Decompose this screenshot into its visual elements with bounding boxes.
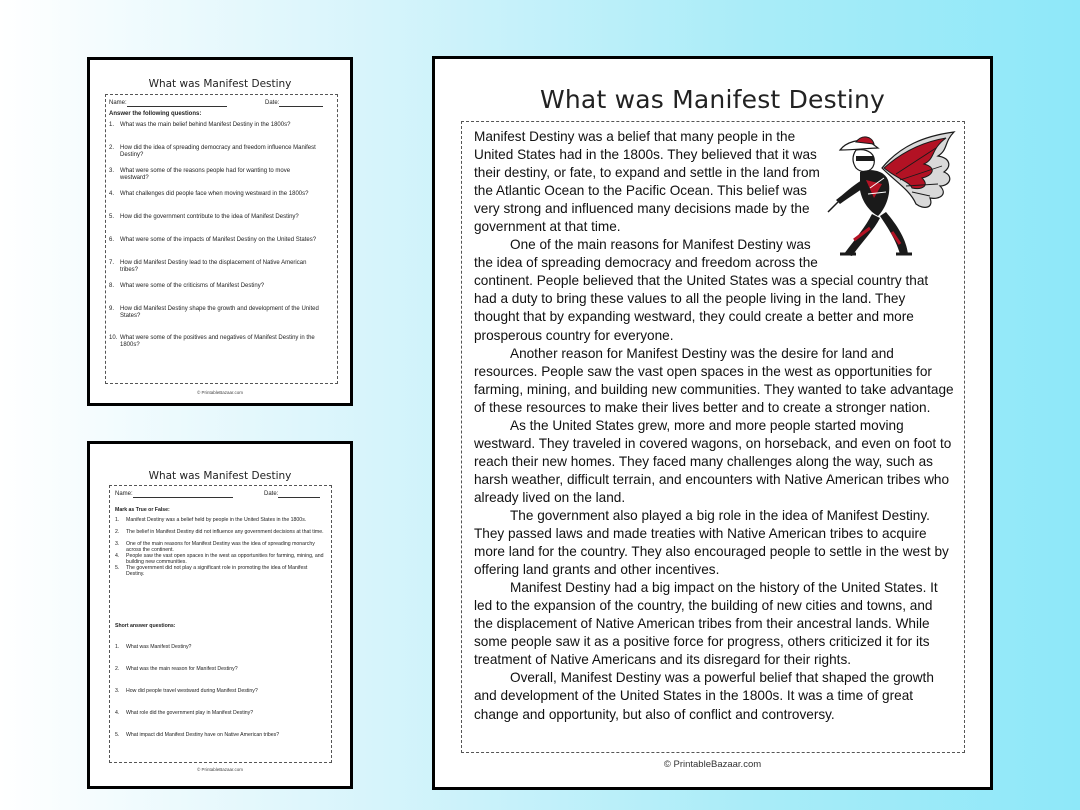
item-number: 6. [109,237,115,243]
item-number: 4. [115,553,120,559]
paragraph-1: Manifest Destiny was a belief that many people in the United States had in the 1800s. They believed that it was their destiny, or fate, to expand and settle in the land from the Atlantic Ocean to the Pacific Ocean. This belief was very strong and influenced many decisions made by the government at that time. [474,129,820,235]
item-number: 3. [115,541,120,547]
item-text: What was the main belief behind Manifest Destiny in the 1800s? [120,122,291,128]
sheet1-name-field: Name: [109,100,227,107]
item-number: 1. [115,644,120,650]
masked-pioneer-illustration [826,128,958,258]
sheet2-footer: © PrintableBazaar.com [196,767,244,772]
item-text: What were some of the impacts of Manifest Destiny on the United States? [120,237,317,243]
sheet2-sa-heading: Short answer questions: [115,623,176,629]
item-number: 1. [109,122,115,128]
item-number: 1. [115,517,120,523]
item-text: How did the idea of spreading democracy and freedom influence Manifest Destiny? [120,145,316,158]
item-text: What challenges did people face when moving westward in the 1800s? [120,191,309,197]
item-text: What was the main reason for Manifest Destiny? [126,666,238,672]
item-number: 2. [115,529,120,535]
item-number: 7. [109,260,115,266]
item-text: The belief in Manifest Destiny did not influence any government decisions at that time. [126,529,324,535]
item-text: How did Manifest Destiny lead to the displacement of Native American tribes? [120,260,307,273]
item-number: 9. [109,306,115,312]
sheet2-tf-list [115,517,324,597]
item-number: 3. [109,168,115,174]
item-text: What role did the government play in Manifest Destiny? [126,710,254,716]
worksheet-true-false-thumbnail [87,441,353,789]
item-text: One of the main reasons for Manifest Destiny was the idea of spreading monarchy across the continent. [126,541,315,554]
item-text: What was Manifest Destiny? [126,644,192,650]
item-number: 10. [109,335,118,341]
paragraph-5: The government also played a big role in the idea of Manifest Destiny. They passed laws and made treaties with Native American tribes to acquire more land for the country. They also encouraged people to settle in the west by offering land grants and other incentives. [474,507,949,578]
worksheet-questions-thumbnail [87,57,353,406]
item-text: What impact did Manifest Destiny have on Native American tribes? [126,732,280,738]
item-number: 5. [115,732,120,738]
sheet2-tf-heading: Mark as True or False: [115,507,170,513]
item-text: How did the government contribute to the idea of Manifest Destiny? [120,214,299,220]
sheet1-question-list [109,122,331,372]
sheet2-sa-list [115,644,325,754]
item-text: What were some of the positives and negatives of Manifest Destiny in the 1800s? [120,335,315,348]
item-number: 2. [115,666,120,672]
sheet1-date-field: Date: [265,100,323,107]
paragraph-7: Overall, Manifest Destiny was a powerful belief that shaped the growth and development of the United States in the 1800s. It was a time of great change and opportunity, but also of conflict and controversy. [474,670,934,722]
copyright-footer: © PrintableBazaar.com [663,759,762,770]
item-text: What were some of the criticisms of Manifest Destiny? [120,283,265,289]
paragraph-4: As the United States grew, more and more people started moving westward. They traveled in covered wagons, on horseback, and even on foot to reach their new homes. They faced many challenges along the way, such as harsh weather, difficult terrain, and encounters with Native American tribes who already lived on the land. [474,417,952,505]
item-text: How did people travel westward during Manifest Destiny? [126,688,258,694]
item-text: The government did not play a significant role in promoting the idea of Manifest Destiny. [126,565,308,578]
sheet2-name-field: Name: [115,491,233,498]
reading-passage-sheet [432,56,993,790]
sheet2-title: What was Manifest Destiny [148,470,292,482]
item-text: Manifest Destiny was a belief held by people in the United States in the 1800s. [126,517,307,523]
item-number: 3. [115,688,120,694]
sheet1-footer: © PrintableBazaar.com [196,390,244,395]
passage-frame [461,121,965,753]
sheet1-instructions: Answer the following questions: [109,111,202,117]
sheet1-title: What was Manifest Destiny [148,78,292,90]
item-text: What were some of the reasons people had for wanting to move westward? [120,168,291,181]
item-text: People saw the vast open spaces in the west as opportunities for farming, mining, and building new communities. [126,553,324,566]
paragraph-3: Another reason for Manifest Destiny was the desire for land and resources. People saw the vast open spaces in the west as opportunities for farming, mining, and building new communities. They wanted to take advantage of these resources to make their lives better and to create a stronger nation. [474,345,954,415]
item-number: 4. [109,191,115,197]
passage-title: What was Manifest Destiny [539,85,886,114]
sheet2-date-field: Date: [264,491,320,498]
item-number: 8. [109,283,115,289]
paragraph-2: One of the main reasons for Manifest Destiny was the idea of spreading democracy and freedom across the continent. People believed that the United States was a special country that had a duty to bring these values to all the people living in the land. They thought that by expanding westward, they could create a better and more prosperous country for everyone. [474,237,929,343]
item-text: How did Manifest Destiny shape the growth and development of the United States? [120,306,319,319]
paragraph-6: Manifest Destiny had a big impact on the history of the United States. It led to the expansion of the country, the building of new cities and towns, and the displacement of Native American tribes from their ancestral lands. While some people saw it as a positive force for progress, others criticized it for its treatment of Native Americans and its disregard for their rights. [474,580,938,668]
passage-text [474,128,954,724]
item-number: 5. [109,214,115,220]
item-number: 5. [115,565,120,571]
item-number: 4. [115,710,120,716]
item-number: 2. [109,145,115,151]
